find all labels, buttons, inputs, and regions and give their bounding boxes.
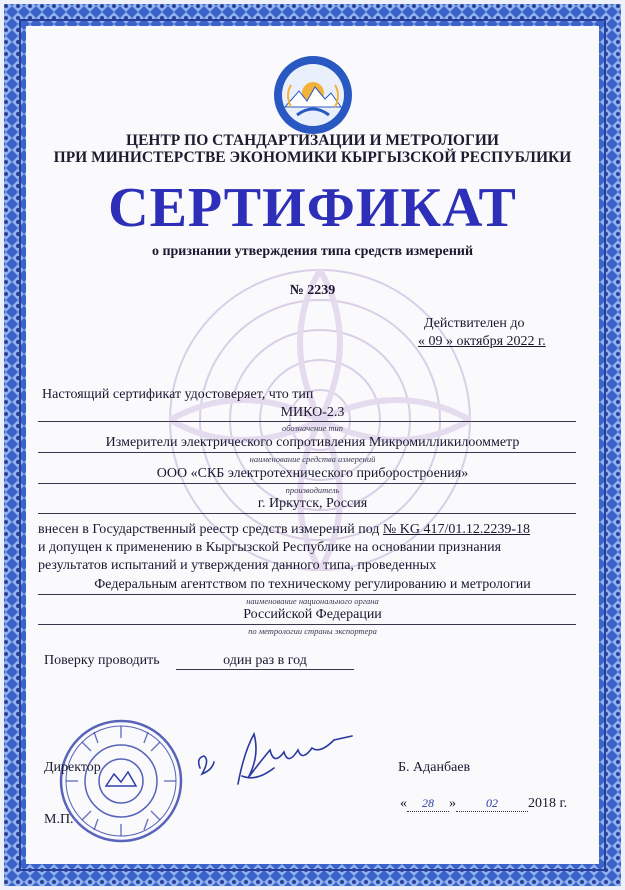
type-line bbox=[38, 421, 576, 422]
certificate-title: СЕРТИФИКАТ bbox=[108, 177, 517, 239]
type-caption: обозначение тип bbox=[282, 423, 343, 433]
name-caption: наименование средства измерений bbox=[249, 454, 376, 464]
agency-caption: наименование национального органа bbox=[246, 596, 379, 606]
date-year: 2018 г. bbox=[528, 796, 568, 811]
org-name-line2: ПРИ МИНИСТЕРСТВЕ ЭКОНОМИКИ КЫРГЫЗСКОЙ РЕСПУБЛИКИ bbox=[53, 149, 572, 166]
validity-label: Действителен до bbox=[424, 316, 525, 331]
date-day: 28 bbox=[407, 796, 449, 812]
instrument-name: Измерители электрического сопротивления Микромилликилоомметр bbox=[105, 435, 520, 450]
city-line bbox=[38, 513, 576, 514]
country-caption: по метрологии страны экспортера bbox=[248, 626, 377, 636]
admission-line1: и допущен к применению в Кыргызской Республике на основании признания bbox=[38, 540, 502, 555]
verification-line bbox=[176, 669, 354, 670]
certificate-number: № 2239 bbox=[289, 283, 336, 298]
registry-label: внесен в Государственный реестр средств измерений под bbox=[38, 522, 380, 537]
admission-line2: результатов испытаний и утверждения данного типа, проведенных bbox=[38, 558, 437, 573]
official-seal-stamp bbox=[58, 718, 184, 844]
agency-value: Федеральным агентством по техническому регулированию и метрологии bbox=[94, 577, 531, 592]
date-month: 02 bbox=[456, 796, 528, 812]
mp-label: М.П. bbox=[44, 812, 74, 827]
name-line bbox=[38, 452, 576, 453]
country-value: Российской Федерации bbox=[243, 607, 382, 622]
director-label: Директор bbox=[44, 760, 101, 775]
country-line bbox=[38, 624, 576, 625]
issue-date bbox=[400, 796, 567, 812]
certificate-subtitle: о признании утверждения типа средств измерений bbox=[151, 244, 474, 259]
manufacturer-value: ООО «СКБ электротехнического приборостроения» bbox=[156, 466, 469, 481]
director-signature bbox=[190, 722, 360, 797]
validity-date: « 09 » октября 2022 г. bbox=[418, 334, 546, 349]
manufacturer-caption: производитель bbox=[285, 485, 340, 495]
org-name-line1: ЦЕНТР ПО СТАНДАРТИЗАЦИИ И МЕТРОЛОГИИ bbox=[126, 132, 499, 149]
date-prefix: « bbox=[400, 796, 407, 811]
kyrgyz-emblem-icon bbox=[273, 55, 353, 135]
manufacturer-line bbox=[38, 483, 576, 484]
director-name: Б. Аданбаев bbox=[398, 760, 471, 775]
city-value: г. Иркутск, Россия bbox=[257, 496, 368, 511]
intro-text: Настоящий сертификат удостоверяет, что тип bbox=[42, 387, 314, 402]
agency-line bbox=[38, 594, 576, 595]
verification-value: один раз в год bbox=[223, 653, 307, 668]
date-mid: » bbox=[449, 796, 456, 811]
verification-label: Поверку проводить bbox=[44, 653, 160, 668]
type-value: МИКО-2.3 bbox=[280, 405, 345, 420]
registry-text bbox=[38, 522, 530, 538]
registry-number: № KG 417/01.12.2239-18 bbox=[382, 522, 531, 537]
